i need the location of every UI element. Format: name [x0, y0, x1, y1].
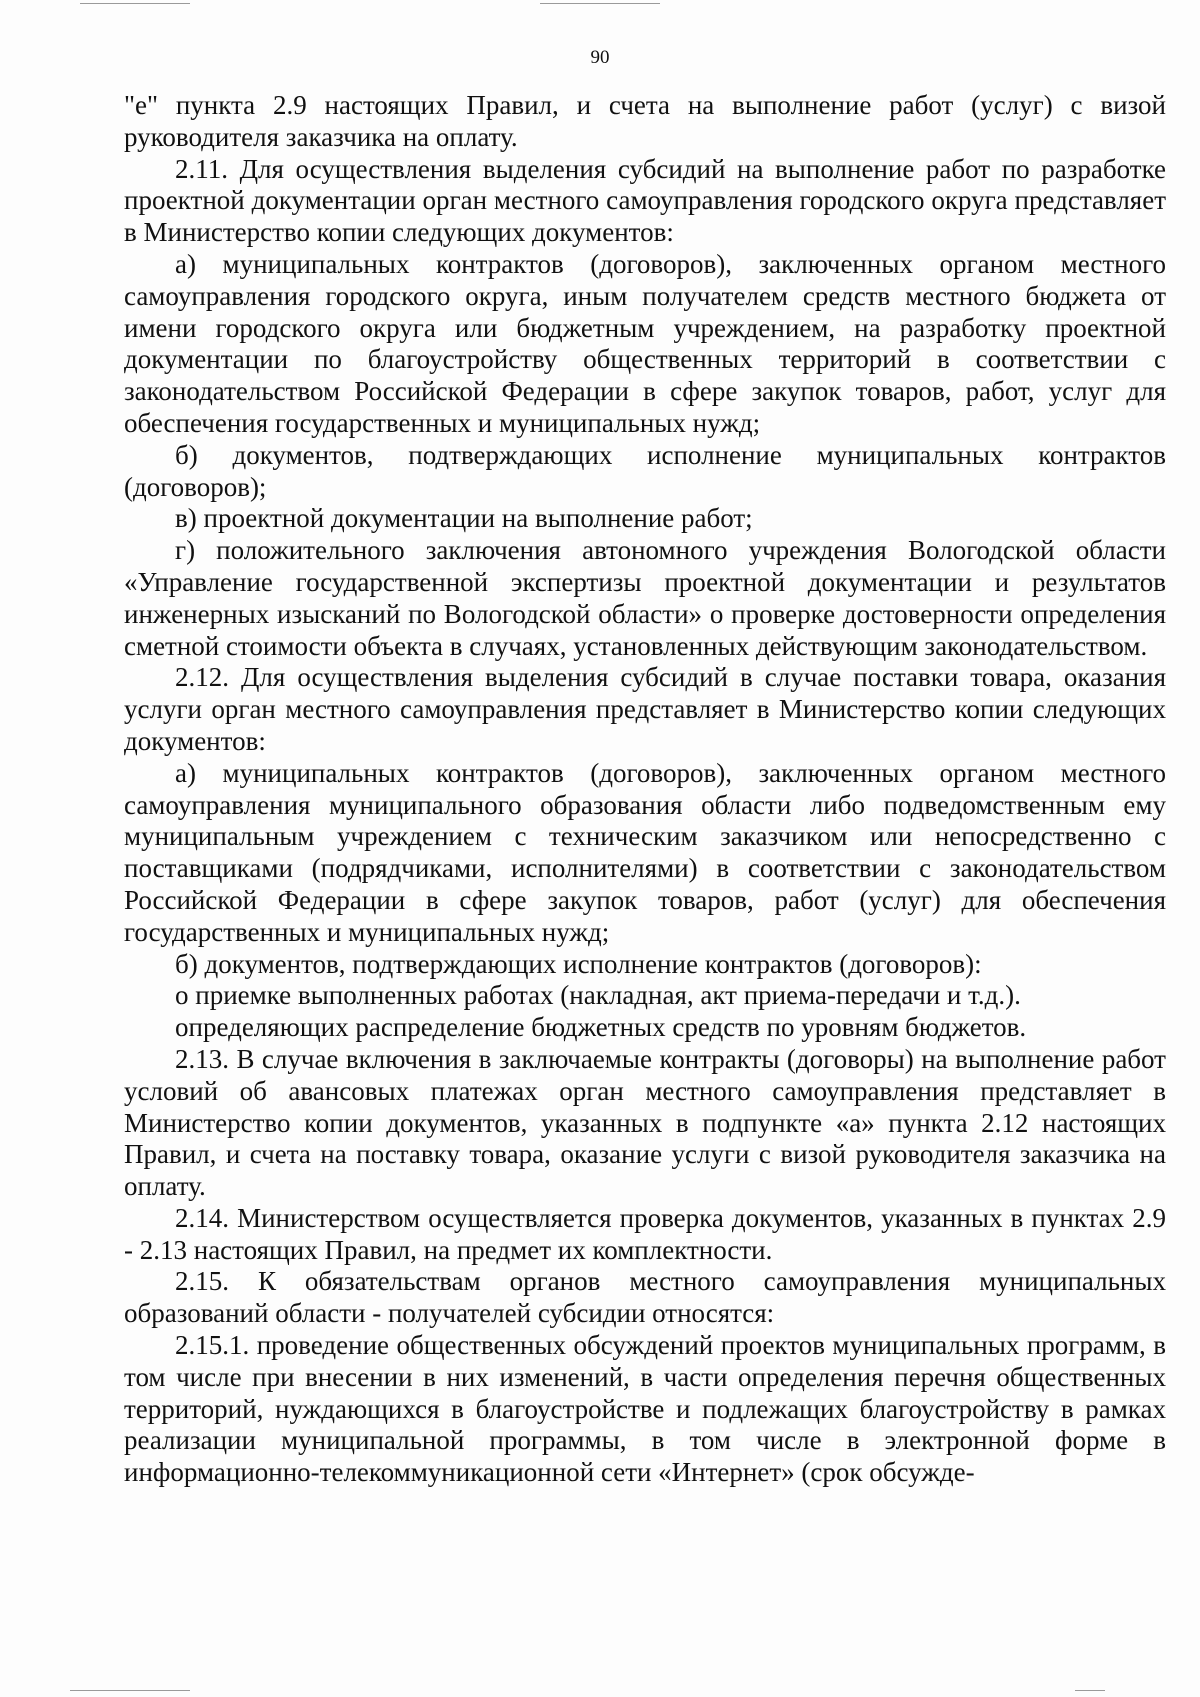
paragraph-2-12-a: а) муниципальных контрактов (договоров), заключенных органом местного самоуправления муниципального образования области либо подведомственным ему муниципальным учреждением с техническим заказчиком или непосредственно с поставщиками (подрядчиками, исполнителями) в соответствии с законодательством Российской Федерации в сфере закупок товаров, работ (услуг) для обеспечения государственных и муниципальных нужд; — [124, 757, 1166, 947]
paragraph-2-11-a: а) муниципальных контрактов (договоров), заключенных органом местного самоуправления городского округа, иным получателем средств местного бюджета от имени городского округа или бюджетным учреждением, на разработку проектной документации по благоустройству общественных территорий в соответствии с законодательством Российской Федерации в сфере закупок товаров, работ, услуг для обеспечения государственных и муниципальных нужд; — [124, 248, 1166, 438]
document-body — [124, 90, 1166, 1489]
paragraph-2-13: 2.13. В случае включения в заключаемые контракты (договоры) на выполнение работ условий об авансовых платежах орган местного самоуправления представляет в Министерство копии документов, указанных в подпункте «а» пункта 2.12 настоящих Правил, и счета на поставку товара, оказание услуги с визой руководителя заказчика на оплату. — [124, 1043, 1166, 1202]
paragraph-2-12: 2.12. Для осуществления выделения субсидий в случае поставки товара, оказания услуги орган местного самоуправления представляет в Министерство копии следующих документов: — [124, 662, 1166, 756]
paragraph-2-15-1: 2.15.1. проведение общественных обсуждений проектов муниципальных программ, в том числе при внесении в них изменений, в части определения перечня общественных территорий, нуждающихся в благоустройстве и подлежащих благоустройству в рамках реализации муниципальной программы, в том числе в электронной форме в информационно-телекоммуникационной сети «Интернет» (срок обсужде- — [124, 1330, 1166, 1488]
scan-artifact-top — [80, 3, 190, 4]
scan-artifact-bottom-right — [1075, 1690, 1105, 1691]
paragraph-2-14: 2.14. Министерством осуществляется проверка документов, указанных в пунктах 2.9 - 2.13 настоящих Правил, на предмет их комплектности. — [124, 1202, 1166, 1265]
page-number: 90 — [590, 47, 610, 68]
paragraph-2-12-b-2: определяющих распределение бюджетных средств по уровням бюджетов. — [175, 1012, 1027, 1043]
paragraph-2-11: 2.11. Для осуществления выделения субсидий на выполнение работ по разработке проектной документации орган местного самоуправления городского округа представляет в Министерство копии следующих документов: — [124, 153, 1166, 248]
paragraph-2-12-b: б) документов, подтверждающих исполнение контрактов (договоров): — [175, 948, 982, 979]
paragraph-2-11-b: б) документов, подтверждающих исполнение муниципальных контрактов (договоров); — [124, 439, 1166, 502]
paragraph-2-11-v: в) проектной документации на выполнение работ; — [175, 503, 753, 534]
scan-artifact-bottom — [70, 1690, 190, 1691]
paragraph-2-12-b-1: о приемке выполненных работах (накладная, акт приема-передачи и т.д.). — [175, 980, 1021, 1011]
scan-artifact-top-right — [540, 3, 660, 4]
paragraph-2-15: 2.15. К обязательствам органов местного самоуправления муниципальных образований области - получателей субсидии относятся: — [124, 1266, 1166, 1329]
paragraph-2-11-g: г) положительного заключения автономного учреждения Вологодской области «Управление государственной экспертизы проектной документации и результатов инженерных изысканий по Вологодской области» о проверке достоверности определения сметной стоимости объекта в случаях, установленных действующим законодательством. — [124, 535, 1166, 661]
paragraph: "е" пункта 2.9 настоящих Правил, и счета на выполнение работ (услуг) с визой руководителя заказчика на оплату. — [124, 90, 1166, 152]
